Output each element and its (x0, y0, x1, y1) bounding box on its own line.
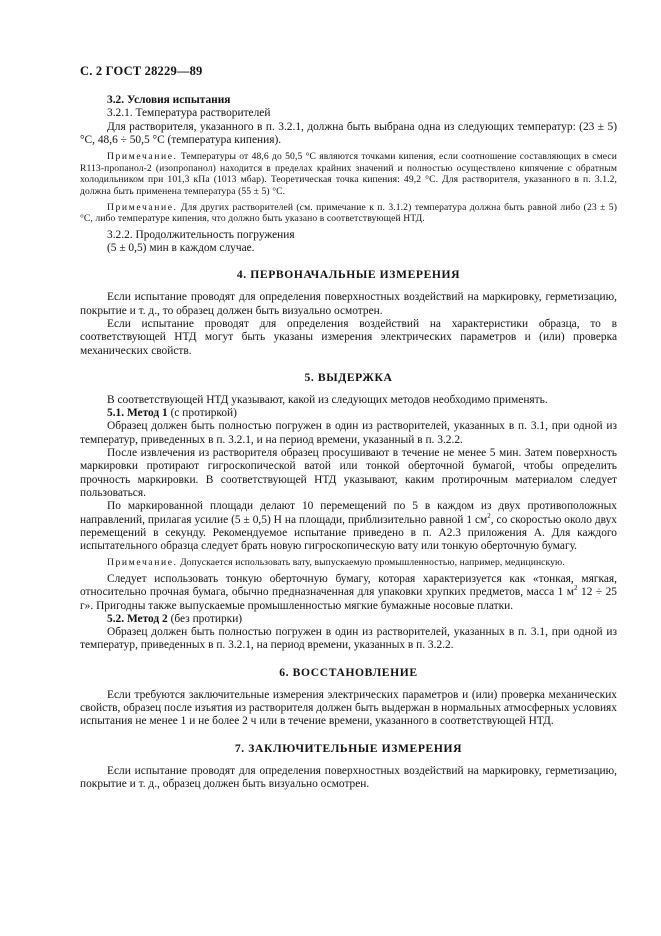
clause-3-2-2-title: 3.2.2. Продолжительность погружения (107, 228, 295, 241)
note-cotton-wool: Примечание. Допускается использовать вату, выпускаемую промышленностью, например, медицинскую. (107, 557, 565, 569)
method-2-heading: 5.2. Метод 2 (без протирки) (107, 612, 243, 625)
method-1-heading: 5.1. Метод 1 (с протиркой) (107, 407, 237, 420)
section-5-intro: В соответствующей НТД указывают, какой из следующих методов необходимо применять. (107, 393, 548, 406)
clause-3-2-heading: 3.2. Условия испытания (107, 94, 231, 106)
note-other-solvents: Примечание. Для других растворителей (см. примечание к п. 3.1.2) температура должна быть равной либо (23 ± 5) °С, либо температуре кипения, что должно быть указано в соответствующей НТД. (80, 201, 617, 225)
section-7-para-1: Если испытание проводят для определения поверхностных воздействий на маркировку, герметизацию, покрытие и т. д., образец должен быть визуально осмотрен. (80, 764, 617, 790)
method-1-para-3: По маркированной площади делают 10 перемещений по 5 в каждом из двух противоположных направлений, прилагая усилие (5 ± 0,5) Н на площади, приблизительно равной 1 $см^2$, со скоростью около двух перемещений в секунду. Рекомендуемое испытание приведено в п. А2.3 приложения А. Для каждого испытательного образца следует брать новую гигроскопическую вату или тонкую оберточную бумагу. (80, 500, 618, 553)
section-4-para-2: Если испытание проводят для определения воздействий на характеристики образца, то в соответствующей НТД могут быть указаны измерения электрических параметров и (или) проверка механических свойств. (80, 317, 617, 357)
document-body (80, 94, 617, 791)
note-boiling-temperatures: Примечание. Температуры от 48,6 до 50,5 °С являются точками кипения, если соотношение составляющих в смеси R113-пропанол-2 (изопропанол) находится в пределах крайних значений и полностью осуществлено кипячение с обратным холодильником при 101,3 кПа (1013 мбар). Теоретическая точка кипения: 49,2 °С. Для растворителя, указанного в п. 3.1.2, должна быть применена температура (55 ± 5) °С. (80, 151, 617, 197)
section-5-heading: 5. ВЫДЕРЖКА (304, 370, 393, 384)
method-1-para-4: Следует использовать тонкую оберточную бумагу, которая характеризуется как «тонкая, мягкая, относительно прочная бумага, обычно предназначенная для упаковки хрупких предметов, масса 1 $м^2$ 12 ÷ 25 г». Пригодны также выпускаемые промышленностью мягкие бумажные носовые платки. (80, 572, 617, 612)
method-2-para-1: Образец должен быть полностью погружен в один из растворителей, указанных в п. 3.1, при одной из температур, приведенных в п. 3.2.1, на период времени, указанных в п. 3.2.2. (80, 626, 617, 652)
section-4-para-1: Если испытание проводят для определения поверхностных воздействий на маркировку, герметизацию, покрытие и т. д., то образец должен быть визуально осмотрен. (80, 291, 617, 317)
method-1-para-2: После извлечения из растворителя образец просушивают в течение не менее 5 мин. Затем поверхность маркировки протирают гигроскопической ватой или тонкой оберточной бумагой, чтобы определить прочность маркировки. В соответствующей НТД указывают, каким протирочным материалом следует пользоваться. (80, 447, 617, 499)
page-header: С. 2 ГОСТ 28229—89 (80, 64, 203, 78)
clause-3-2-2-text: (5 ± 0,5) мин в каждом случае. (107, 242, 255, 255)
section-7-heading: 7. ЗАКЛЮЧИТЕЛЬНЫЕ ИЗМЕРЕНИЯ (234, 741, 463, 755)
section-4-heading: 4. ПЕРВОНАЧАЛЬНЫЕ ИЗМЕРЕНИЯ (236, 268, 461, 282)
section-6-heading: 6. ВОССТАНОВЛЕНИЕ (279, 665, 418, 679)
clause-3-2-1-text: Для растворителя, указанного в п. 3.2.1, должна быть выбрана одна из следующих температур: (23 ± 5) °С, 48,6 ÷ 50,5 °С (температура кипения). (80, 120, 617, 146)
method-1-para-1: Образец должен быть полностью погружен в один из растворителей, указанных в п. 3.1, при одной из температур, приведенных в п. 3.2.1, и на период времени, указанный в п. 3.2.2. (80, 420, 617, 446)
section-6-para-1: Если требуются заключительные измерения электрических параметров и (или) проверка механических свойств, образец после изъятия из растворителя должен быть выдержан в нормальных атмосферных условиях испытания не менее 1 и не более 2 ч или в течение времени, указанного в соответствующей НТД. (80, 688, 617, 728)
clause-3-2-1-title: 3.2.1. Температура растворителей (107, 107, 271, 120)
